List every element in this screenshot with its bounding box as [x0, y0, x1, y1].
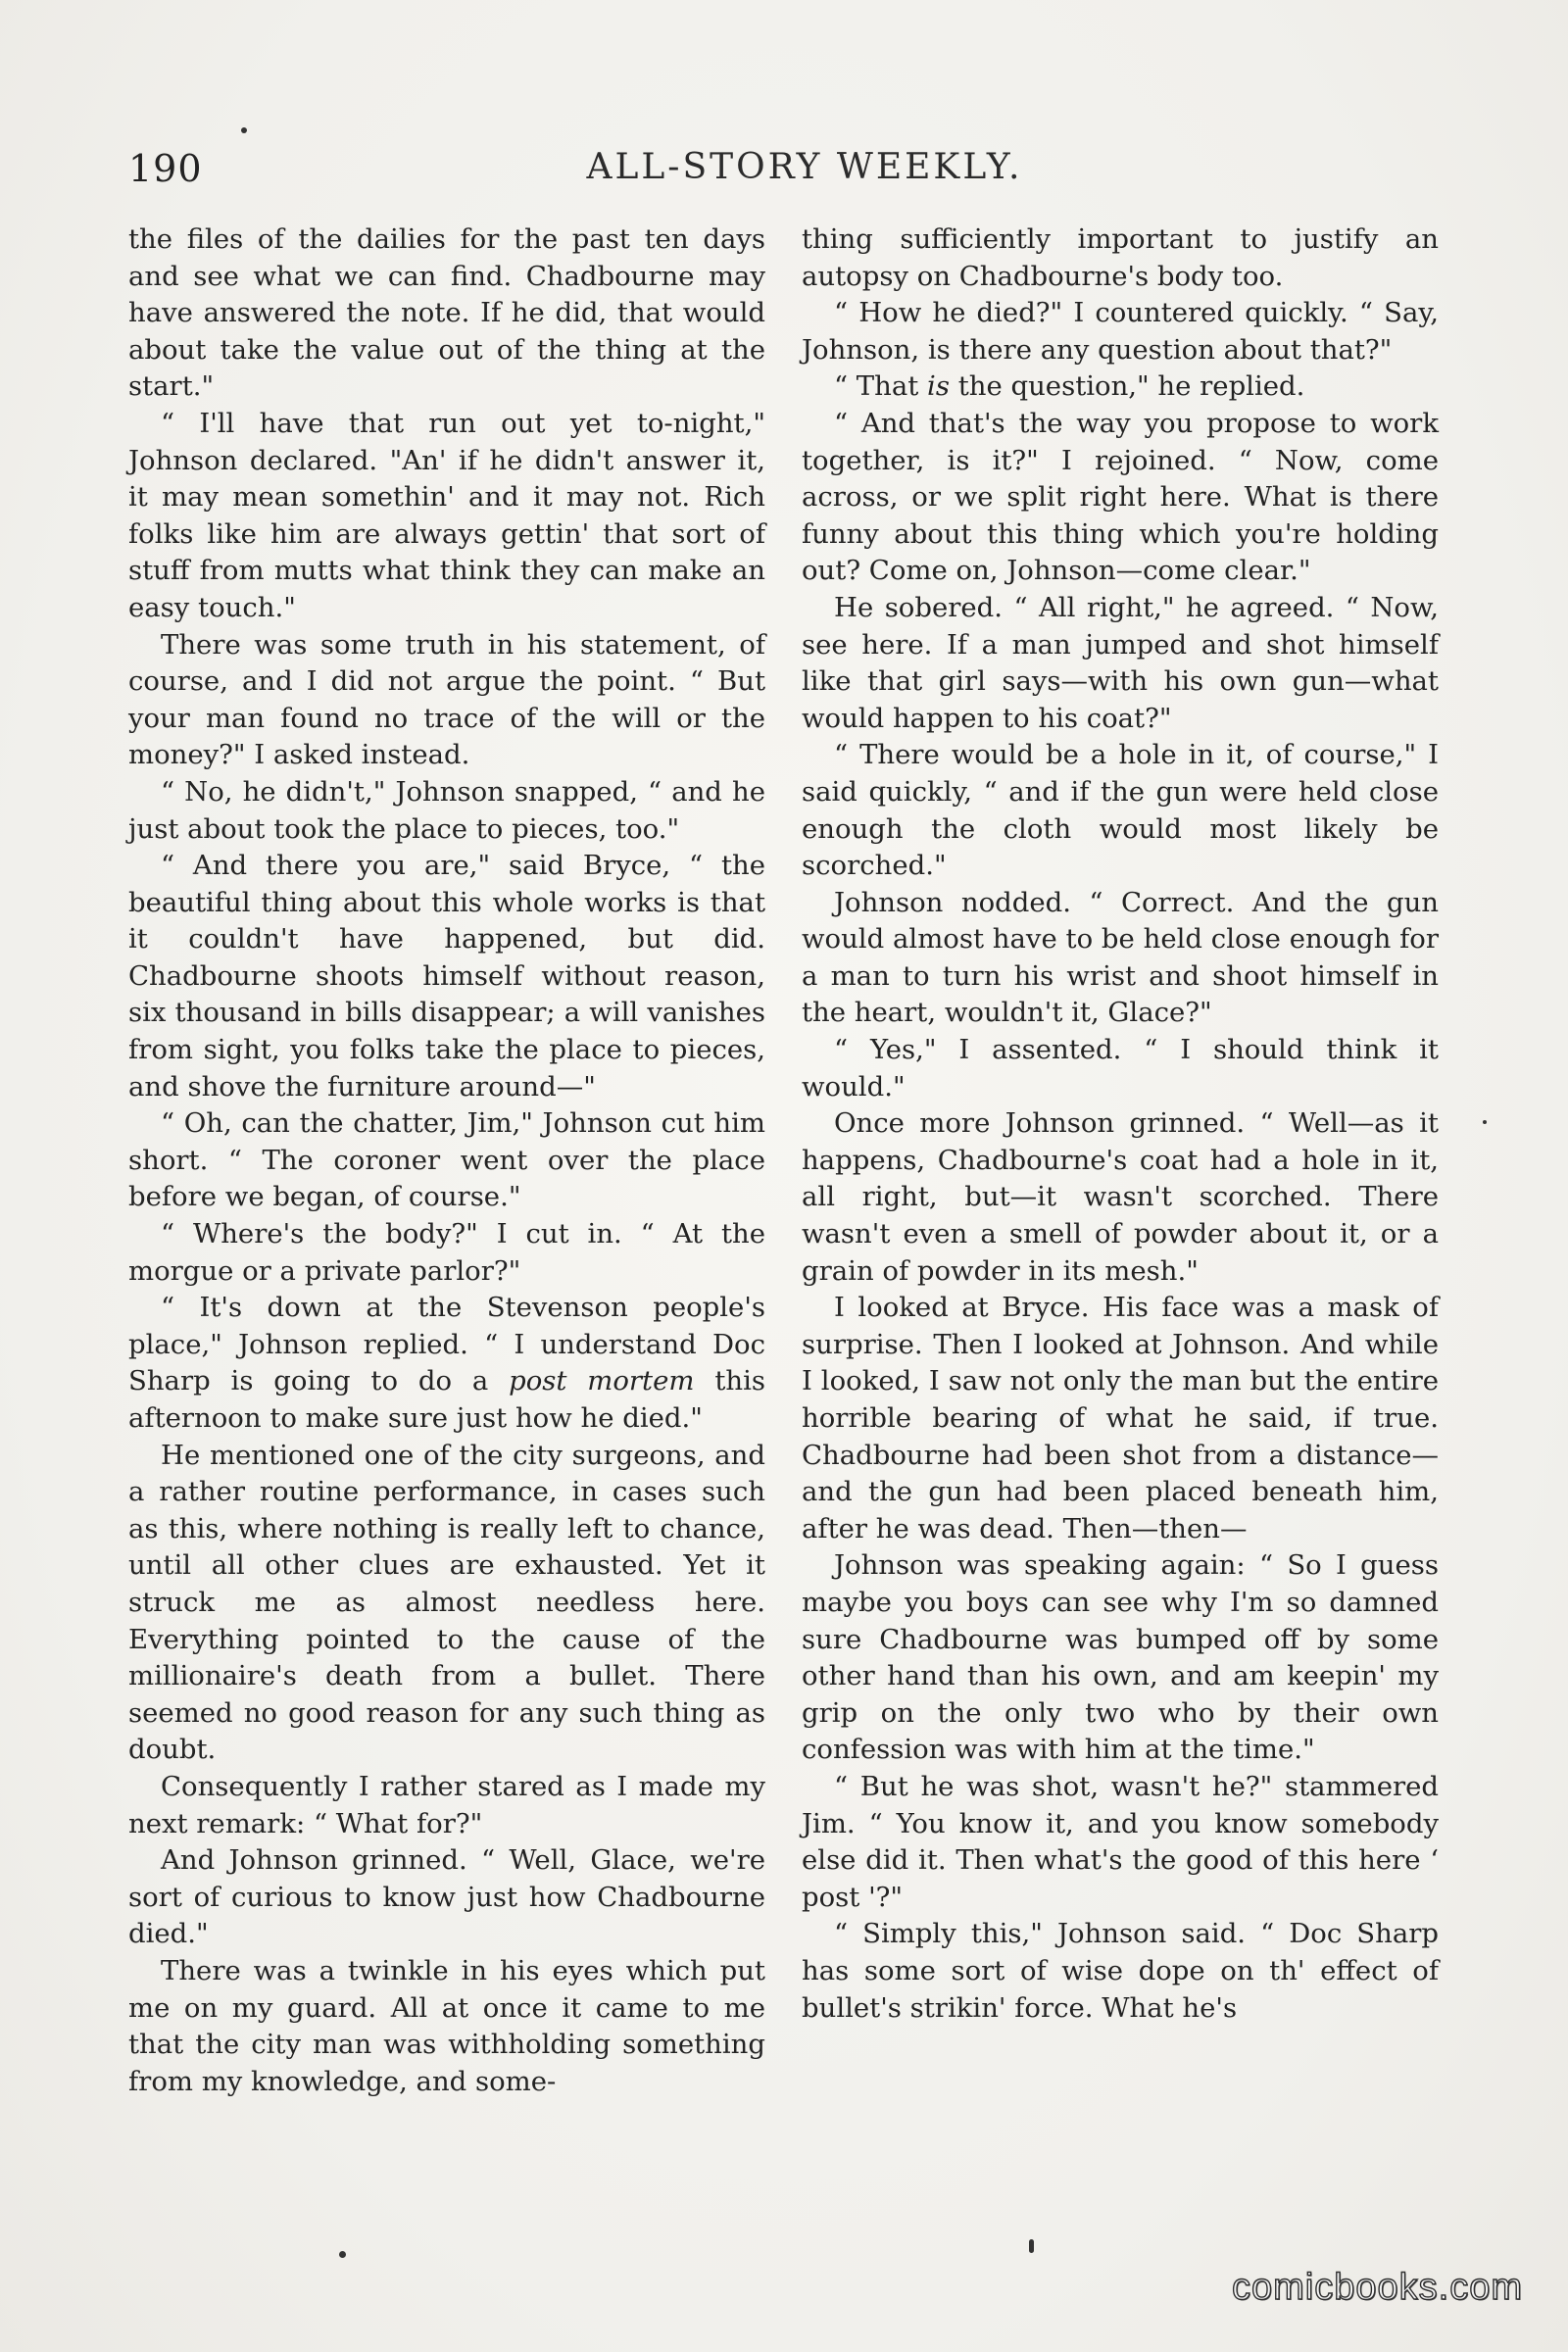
paragraph: “ Yes," I assented. “ I should think it would."	[802, 1034, 1439, 1102]
page-number: 190	[128, 147, 203, 190]
paragraph: “ I'll have that run out yet to-night," Johnson declared. "An' if he didn't answer it, it may mean somethin' and it may not. Rich folks like him are always gettin' that sort of stuff from mutts what think they can make an easy touch."	[128, 407, 765, 623]
paragraph: “ And that's the way you propose to work together, is it?" I rejoined. “ Now, come across, or we split right here. What is there funny about this thing which you're holding out? Come on, Johnson—come clear."	[802, 407, 1439, 587]
ink-speck	[339, 2251, 346, 2258]
paragraph: the files of the dailies for the past ten days and see what we can find. Chadbourne may have answered the note. If he did, that would about take the value out of the thing at the start."	[128, 223, 765, 403]
left-text-column	[128, 221, 765, 2100]
paragraph: Johnson nodded. “ Correct. And the gun would almost have to be held close enough for a man to turn his wrist and shoot himself in the heart, wouldn't it, Glace?"	[802, 886, 1439, 1029]
paragraph: “ No, he didn't," Johnson snapped, “ and he just about took the place to pieces, too."	[128, 775, 765, 845]
paragraph-text: “ It's down at the Stevenson people's place," Johnson replied. “ I understand Doc Sharp is going to do a	[128, 1292, 765, 1397]
paragraph	[128, 1290, 765, 1437]
paragraph: “ And there you are," said Bryce, “ the beautiful thing about this whole works is that it couldn't have happened, but did. Chadbourne shoots himself without reason, six thousand in bills disappear; a will vanishes from sight, you folks take the place to pieces, and shove the furniture around—"	[128, 850, 765, 1102]
ink-speck	[241, 127, 247, 133]
paragraph: There was a twinkle in his eyes which put me on my guard. All at once it came to me that the city man was withholding something from my knowledge, and some-	[128, 1954, 765, 2097]
paragraph: He sobered. “ All right," he agreed. “ Now, see here. If a man jumped and shot himself like that girl says—with his own gun—what would happen to his coat?"	[802, 591, 1439, 734]
paragraph: Johnson was speaking again: “ So I guess maybe you boys can see why I'm so damned sure Chadbourne was bumped off by some other hand than his own, and am keepin' my grip on the only two who by their own confession was with him at the time."	[802, 1549, 1439, 1766]
paragraph: “ There would be a hole in it, of course," I said quickly, “ and if the gun were held close enough the cloth would most likely be scorched."	[802, 739, 1439, 882]
paragraph: “ But he was shot, wasn't he?" stammered Jim. “ You know it, and you know somebody else did it. Then what's the good of this here ‘ post '?"	[802, 1770, 1439, 1913]
paragraph: thing sufficiently important to justify an autopsy on Chadbourne's body too.	[802, 223, 1439, 292]
paragraph	[802, 368, 1439, 406]
paragraph: I looked at Bryce. His face was a mask of surprise. Then I looked at Johnson. And while I looked, I saw not only the man but the entire horrible bearing of what he said, if true. Chadbourne had been shot from a distance—and the gun had been placed beneath him, after he was dead. Then—then—	[802, 1292, 1439, 1544]
ink-speck	[1029, 2239, 1034, 2253]
paragraph-text: “ That	[834, 370, 928, 403]
paragraph: Once more Johnson grinned. “ Well—as it happens, Chadbourne's coat had a hole in it, all right, but—it wasn't scorched. There wasn't even a smell of powder about it, or a grain of powder in its mesh."	[802, 1107, 1439, 1287]
paragraph-text: the question," he replied.	[949, 370, 1305, 403]
paragraph: “ How he died?" I countered quickly. “ Say, Johnson, is there any question about that?"	[802, 297, 1439, 366]
paragraph-text: this afternoon to make sure just how he died."	[128, 1365, 765, 1434]
paragraph: He mentioned one of the city surgeons, and a rather routine performance, in cases such as this, where nothing is really left to chance, until all other clues are exhausted. Yet it struck me as almost needless here. Everything pointed to the cause of the millionaire's death from a bullet. There seemed no good reason for any such thing as doubt.	[128, 1439, 765, 1766]
paragraph: “ Simply this," Johnson said. “ Doc Sharp has some sort of wise dope on th' effect of bullet's strikin' force. What he's	[802, 1918, 1439, 2024]
watermark-logo: comicbooks.com	[1232, 2267, 1523, 2308]
ink-speck	[1483, 1120, 1487, 1124]
paragraph: Consequently I rather stared as I made my next remark: “ What for?"	[128, 1770, 765, 1839]
running-title: ALL-STORY WEEKLY.	[586, 147, 1023, 187]
paragraph: “ Oh, can the chatter, Jim," Johnson cut him short. “ The coroner went over the place before we began, of course."	[128, 1107, 765, 1213]
paragraph: There was some truth in his statement, of course, and I did not argue the point. “ But your man found no trace of the will or the money?" I asked instead.	[128, 628, 765, 771]
italic-phrase: is	[927, 370, 950, 403]
paragraph: And Johnson grinned. “ Well, Glace, we're sort of curious to know just how Chadbourne died."	[128, 1844, 765, 1950]
page-header	[128, 147, 1442, 206]
italic-phrase: post mortem	[509, 1365, 695, 1397]
paragraph: “ Where's the body?" I cut in. “ At the morgue or a private parlor?"	[128, 1218, 765, 1287]
right-text-column	[802, 221, 1439, 2027]
